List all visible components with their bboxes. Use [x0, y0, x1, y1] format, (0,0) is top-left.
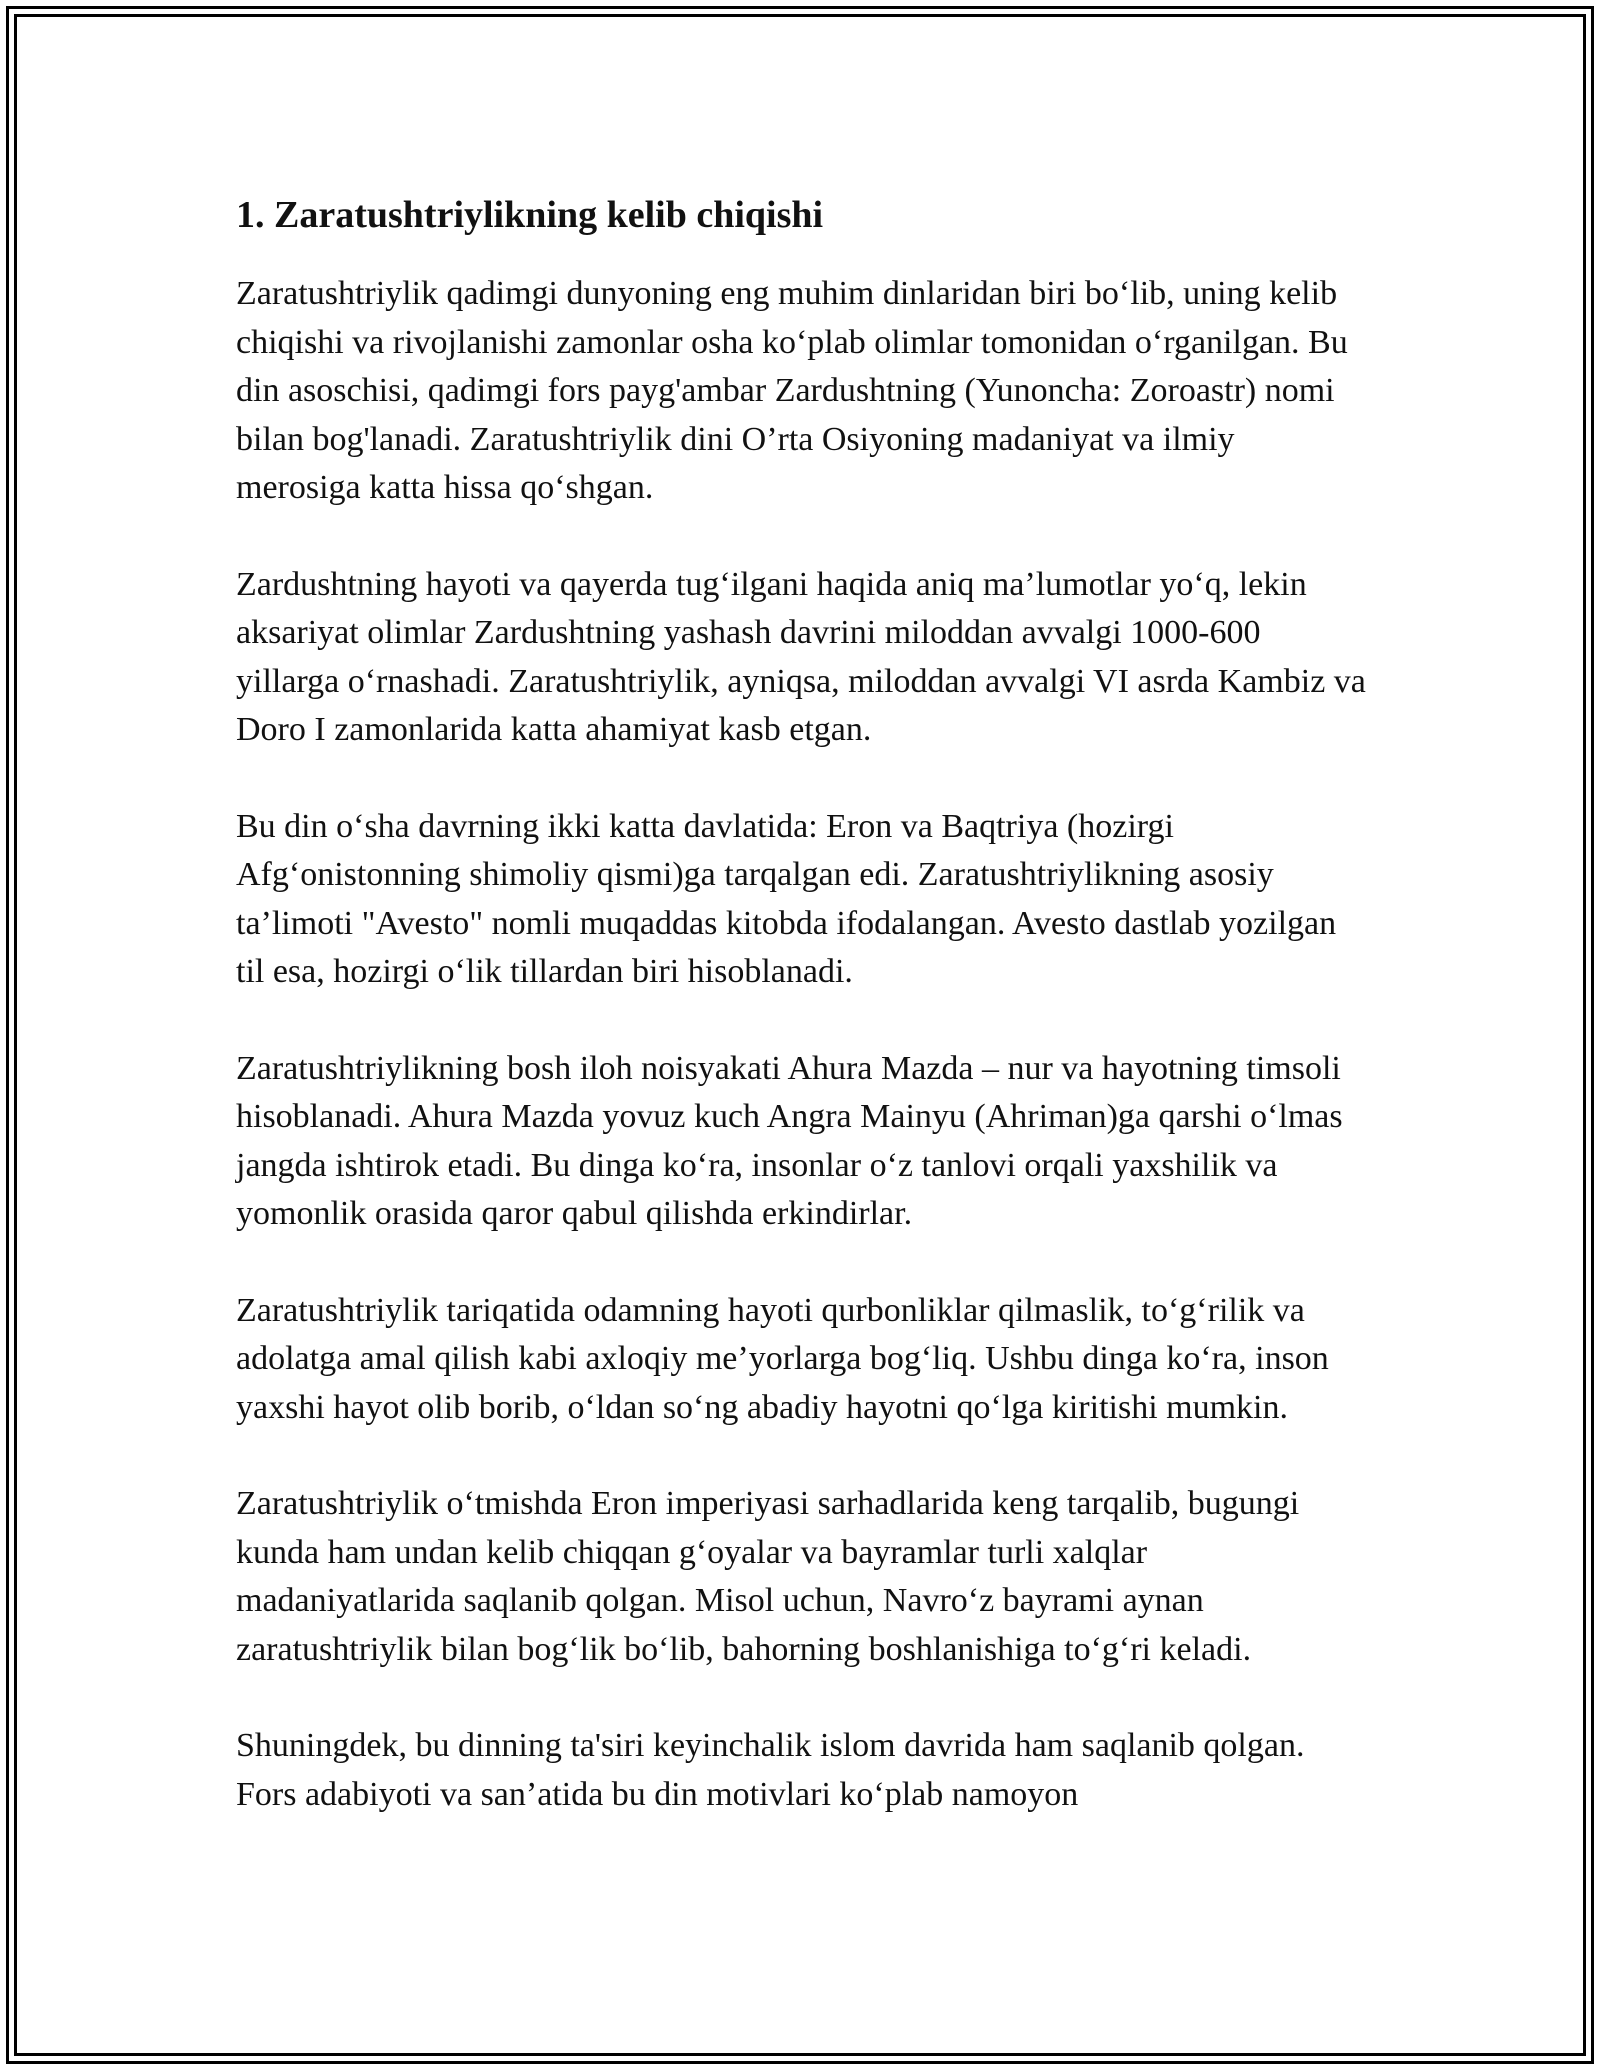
paragraph: Zaratushtriylik tariqatida odamning hayoti qurbonliklar qilmaslik, to‘g‘rilik va adolatga amal qilish kabi axloqiy me’yorlarga bog‘liq. Ushbu dinga ko‘ra, inson yaxshi hayot olib borib, o‘ldan so‘ng abadiy hayotni qo‘lga kiritishi mumkin. [236, 1291, 1329, 1426]
paragraph: Zaratushtriylik qadimgi dunyoning eng muhim dinlaridan biri bo‘lib, uning kelib chiqishi va rivojlanishi zamonlar osha ko‘plab olimlar tomonidan o‘rganilgan. Bu din asoschisi, qadimgi fors payg'ambar Zardushtning (Yunoncha: Zoroastr) nomi bilan bog'lanadi. Zaratushtriylik dini O’rta Osiyoning madaniyat va ilmiy merosiga katta hissa qo‘shgan. [236, 275, 1348, 506]
paragraph: Bu din o‘sha davrning ikki katta davlatida: Eron va Baqtriya (hozirgi Afg‘onistonning shimoliy qismi)ga tarqalgan edi. Zaratushtriylikning asosiy ta’limoti "Avesto" nomli muqaddas kitobda ifodalangan. Avesto dastlab yozilgan til esa, hozirgi o‘lik tillardan biri hisoblanadi. [236, 807, 1337, 990]
document-body [236, 190, 1366, 1867]
section-title: 1. Zaratushtriylikning kelib chiqishi [236, 194, 824, 236]
paragraph: Zaratushtriylik o‘tmishda Eron imperiyasi sarhadlarida keng tarqalib, bugungi kunda ham undan kelib chiqqan g‘oyalar va bayramlar turli xalqlar madaniyatlarida saqlanib qolgan. Misol uchun, Navro‘z bayrami aynan zaratushtriylik bilan bog‘lik bo‘lib, bahorning boshlanishiga to‘g‘ri keladi. [236, 1485, 1300, 1668]
paragraph: Zardushtning hayoti va qayerda tug‘ilgani haqida aniq ma’lumotlar yo‘q, lekin aksariyat olimlar Zardushtning yashash davrini miloddan avvalgi 1000-600 yillarga o‘rnashadi. Zaratushtriylik, ayniqsa, miloddan avvalgi VI asrda Kambiz va Doro I zamonlarida katta ahamiyat kasb etgan. [236, 565, 1366, 748]
paragraph: Zaratushtriylikning bosh iloh noisyakati Ahura Mazda – nur va hayotning timsoli hisoblanadi. Ahura Mazda yovuz kuch Angra Mainyu (Ahriman)ga qarshi o‘lmas jangda ishtirok etadi. Bu dinga ko‘ra, insonlar o‘z tanlovi orqali yaxshilik va yomonlik orasida qaror qabul qilishda erkindirlar. [236, 1049, 1343, 1232]
paragraph: Shuningdek, bu dinning ta'siri keyinchalik islom davrida ham saqlanib qolgan. Fors adabiyoti va san’atida bu din motivlari ko‘plab namoyon [236, 1727, 1305, 1813]
